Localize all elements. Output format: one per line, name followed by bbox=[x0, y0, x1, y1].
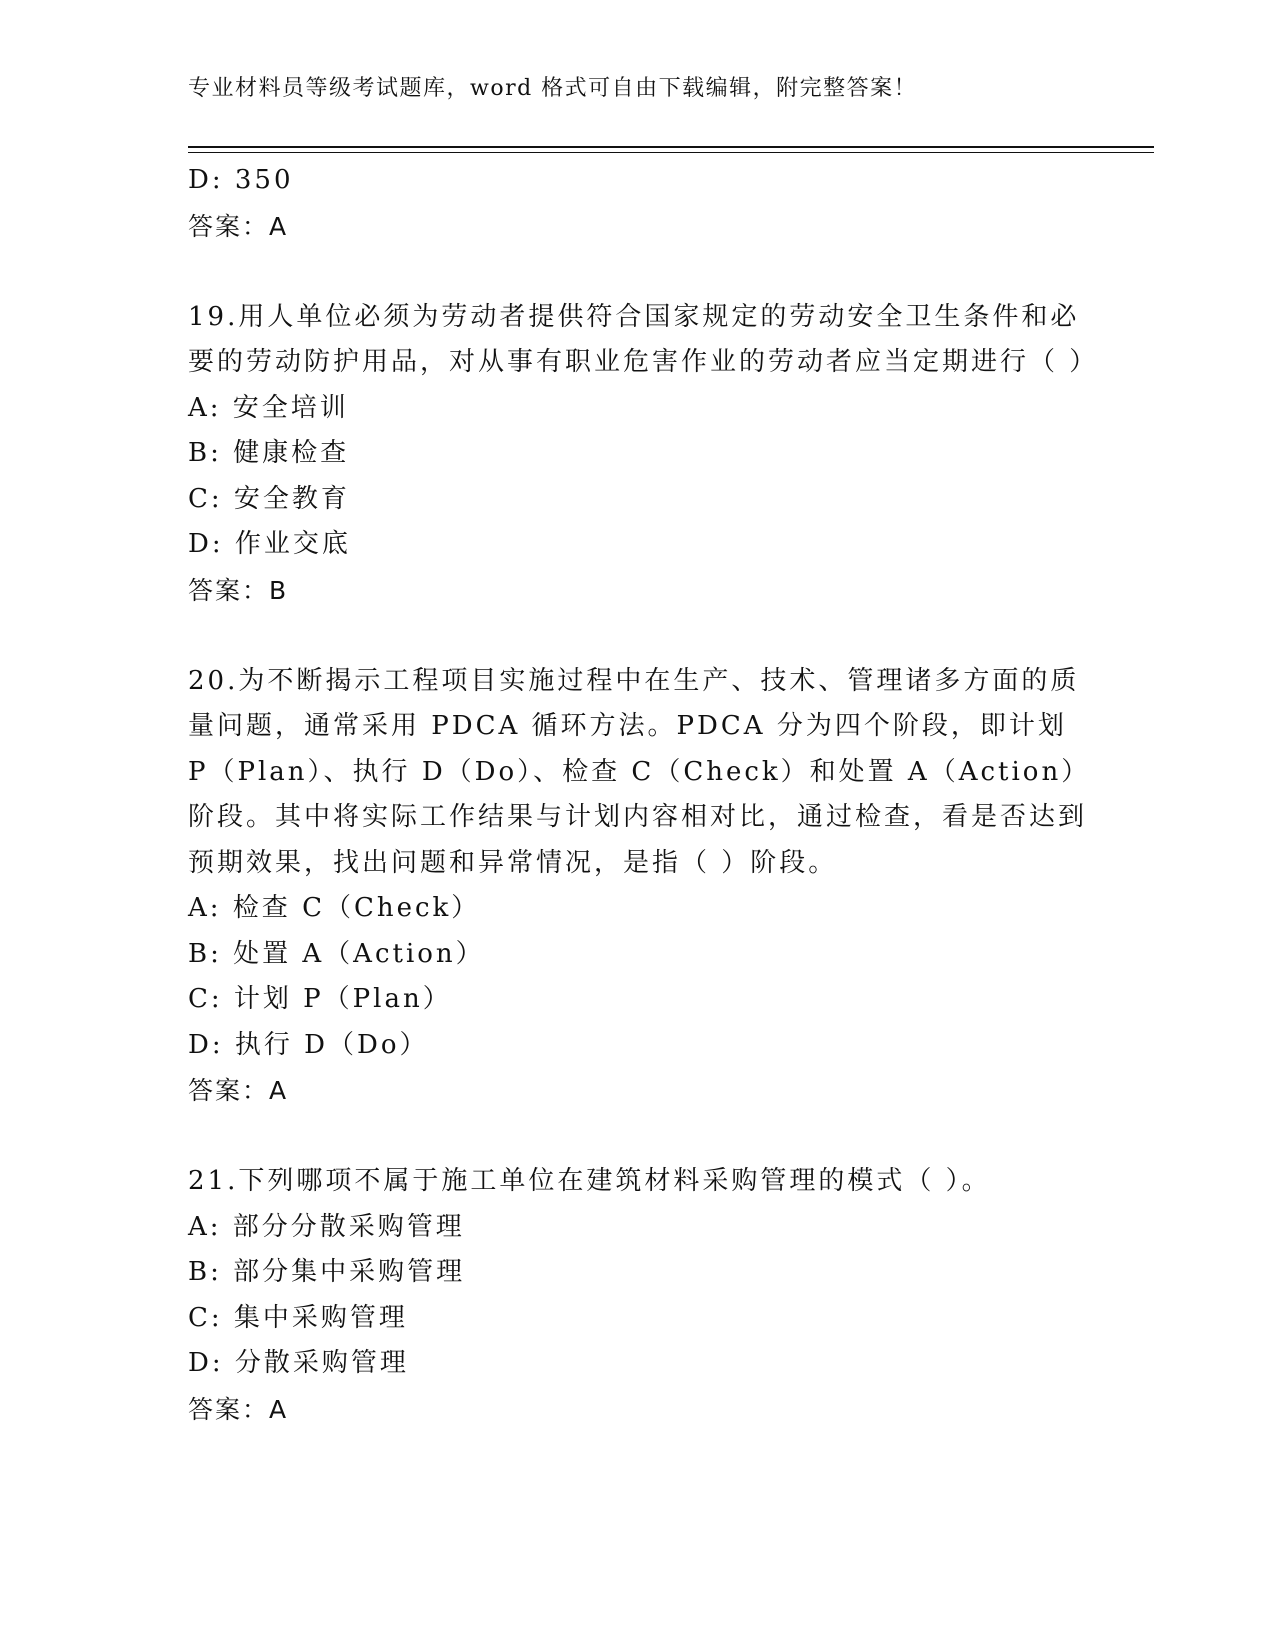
header-rule bbox=[188, 146, 1154, 148]
option-c: C: 安全教育 bbox=[188, 483, 350, 514]
question-stem: 19.用人单位必须为劳动者提供符合国家规定的劳动安全卫生条件和必要的劳动防护用品，对从事有职业危害作业的劳动者应当定期进行（ ） bbox=[188, 301, 1099, 377]
option-d: D: 350 bbox=[188, 165, 294, 195]
spacer bbox=[188, 613, 1088, 659]
option-d: D: 执行 D（Do） bbox=[188, 1029, 429, 1060]
option-b: B: 健康检查 bbox=[188, 438, 350, 468]
option-c: C: 计划 P（Plan） bbox=[188, 984, 452, 1014]
answer: 答案：B bbox=[188, 575, 289, 605]
document-body bbox=[188, 158, 1099, 1432]
option-d: D: 作业交底 bbox=[188, 529, 351, 559]
answer: 答案：A bbox=[188, 211, 289, 241]
option-d: D: 分散采购管理 bbox=[188, 1348, 409, 1378]
question-stem: 20.为不断揭示工程项目实施过程中在生产、技术、管理诸多方面的质量问题，通常采用 PDCA 循环方法。PDCA 分为四个阶段，即计划 P（Plan）、执行 D（Do）、检查 C（Check）和处置 A（Action）阶段。其中将实际工作结果与计划内容相对比，通过检查，看是否达到预期效果，找出问题和异常情况，是指（ ）阶段。 bbox=[188, 665, 1088, 878]
option-b: B: 部分集中采购管理 bbox=[188, 1257, 466, 1287]
spacer bbox=[188, 249, 1088, 295]
answer: 答案：A bbox=[188, 1076, 289, 1105]
answer: 答案：A bbox=[188, 1394, 289, 1424]
question-21 bbox=[188, 1159, 1088, 1432]
option-a: A: 部分分散采购管理 bbox=[188, 1211, 465, 1242]
option-b: B: 处置 A（Action） bbox=[188, 938, 485, 969]
spacer bbox=[188, 1114, 1088, 1160]
question-20 bbox=[188, 659, 1088, 1114]
option-a: A: 安全培训 bbox=[188, 392, 349, 423]
page-header: 专业材料员等级考试题库，word 格式可自由下载编辑，附完整答案！ bbox=[188, 76, 918, 101]
option-a: A: 检查 C（Check） bbox=[188, 893, 481, 923]
question-stem: 21.下列哪项不属于施工单位在建筑材料采购管理的模式（ ）。 bbox=[188, 1166, 991, 1196]
question-19 bbox=[188, 295, 1099, 614]
header-rule-thin bbox=[188, 152, 1154, 153]
option-c: C: 集中采购管理 bbox=[188, 1302, 408, 1333]
